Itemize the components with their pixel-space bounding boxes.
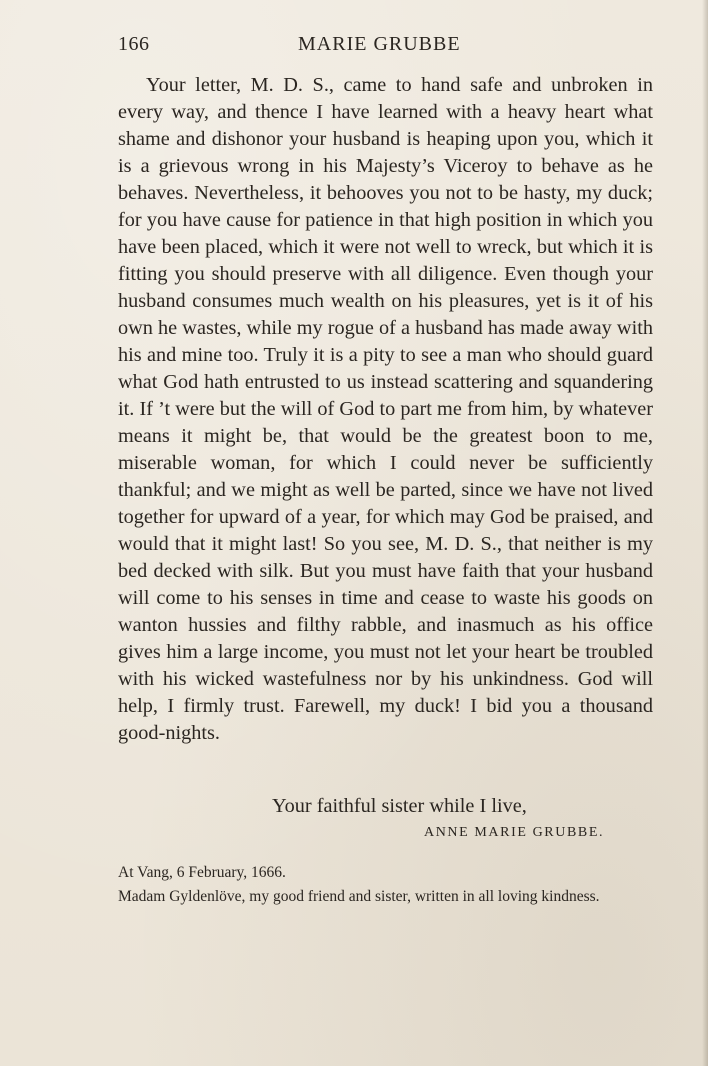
letter-signature: ANNE MARIE GRUBBE. [424,825,605,840]
running-head [118,33,650,61]
page-number: 166 [118,33,150,55]
page-edge-shadow [702,0,708,1066]
letter-body: Your letter, M. D. S., came to hand safe and unbroken in every way, and thence I have learned with a heavy heart what shame and dishonor your husband is heaping upon you, which it is a grievous wrong in his Majesty’s Viceroy to behave as he behaves. Nevertheless, it behooves you not to be hasty, my duck; for you have cause for patience in that high position in which you have been placed, which it were not well to wreck, but which it is fitting you should preserve with all diligence. Even though your husband consumes much wealth on his pleasures, yet is it of his own he wastes, while my rogue of a husband has made away with his and mine too. Truly it is a pity to see a man who should guard what God hath entrusted to us instead scattering and squandering it. If ’t were but the will of God to part me from him, by whatever means it might be, that would be the greatest boon to me, miserable woman, for which I could never be sufficiently thankful; and we might as well be parted, since we have not lived together for upward of a year, for which may God be praised, and would that it might last! So you see, M. D. S., that neither is my bed decked with silk. But you must have faith that your husband will come to his senses in time and cease to waste his goods on wanton hussies and filthy rabble, and inasmuch as his office gives him a large income, you must not let your heart be troubled with his wicked wastefulness nor by his unkindness. God will help, I firmly trust. Farewell, my duck! I bid you a thousand good-nights. [118,74,653,744]
book-title: MARIE GRUBBE [298,33,461,55]
footnote-date-line: At Vang, 6 February, 1666. [118,864,286,881]
footnote-address-line: Madam Gyldenlöve, my good friend and sister, written in all loving kindness. [118,888,600,905]
letter-closing: Your faithful sister while I live, [272,795,527,817]
